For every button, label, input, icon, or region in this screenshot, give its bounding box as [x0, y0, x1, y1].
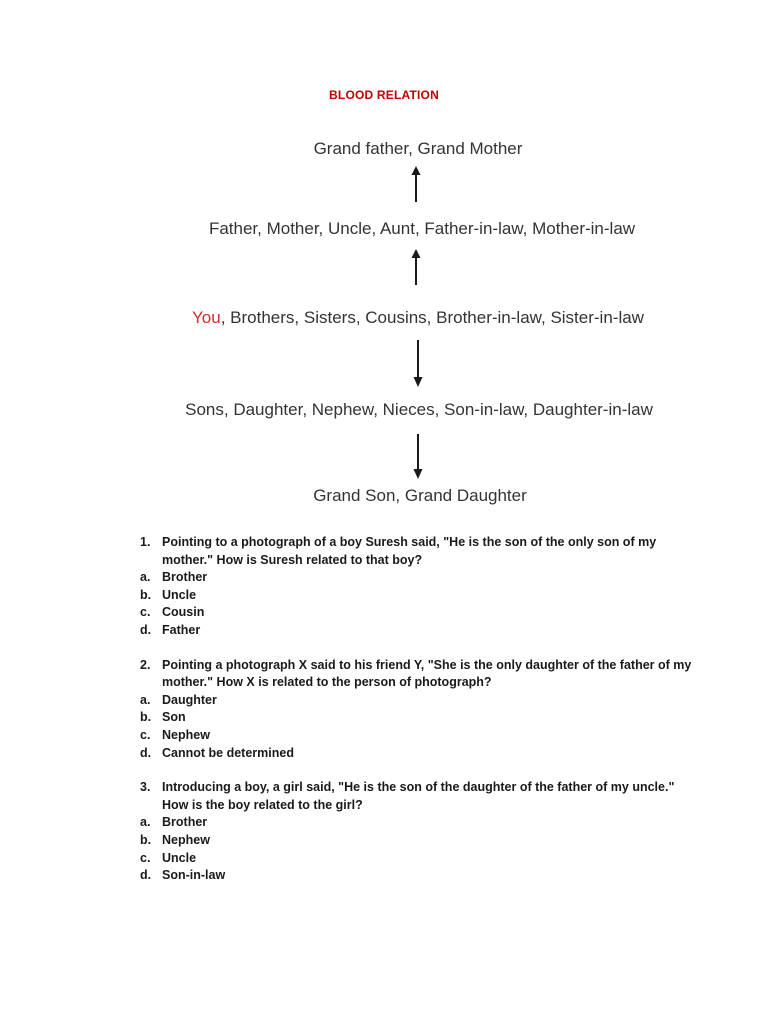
- option-text: Father: [162, 622, 201, 637]
- option-a: [140, 692, 700, 710]
- option-d: [140, 867, 700, 885]
- option-c: [140, 727, 700, 745]
- option-letter: b.: [140, 710, 152, 725]
- option-a: [140, 569, 700, 587]
- question-2: [140, 657, 700, 763]
- option-b: [140, 709, 700, 727]
- option-text: Son-in-law: [162, 868, 226, 883]
- option-d: [140, 622, 700, 640]
- option-c: [140, 850, 700, 868]
- question-text-line: [140, 534, 700, 569]
- you-highlight: You: [192, 308, 221, 327]
- question-text: Pointing a photograph X said to his friend Y, "She is the only daughter of the father of my mother." How X is related to the person of photograph?: [162, 657, 692, 690]
- option-letter: b.: [140, 832, 152, 847]
- option-letter: d.: [140, 868, 152, 883]
- option-text: Uncle: [162, 587, 197, 602]
- generation-label: Sons, Daughter, Nephew, Nieces, Son-in-law, Daughter-in-law: [185, 400, 653, 419]
- option-text: Cannot be determined: [162, 745, 294, 760]
- generation-grandchildren: [0, 486, 768, 506]
- arrow-down-icon: [410, 434, 426, 480]
- option-text: Uncle: [162, 850, 197, 865]
- option-text: Son: [162, 710, 186, 725]
- option-letter: d.: [140, 745, 152, 760]
- option-c: [140, 604, 700, 622]
- option-d: [140, 745, 700, 763]
- option-text: Cousin: [162, 605, 205, 620]
- generation-children: [0, 400, 768, 420]
- generation-label: , Brothers, Sisters, Cousins, Brother-in-law, Sister-in-law: [220, 308, 644, 327]
- question-3: [140, 779, 700, 885]
- arrow-down-icon: [410, 340, 426, 388]
- arrow-up-icon: [408, 166, 424, 204]
- option-a: [140, 814, 700, 832]
- option-letter: a.: [140, 570, 151, 585]
- option-text: Daughter: [162, 692, 217, 707]
- question-list: [140, 534, 700, 902]
- option-letter: c.: [140, 605, 151, 620]
- generation-self: [0, 308, 768, 328]
- option-letter: a.: [140, 815, 151, 830]
- generation-label: Grand father, Grand Mother: [313, 139, 523, 158]
- option-text: Nephew: [162, 727, 210, 742]
- page-title: BLOOD RELATION: [329, 88, 439, 102]
- generation-grandparents: [0, 139, 768, 159]
- option-letter: a.: [140, 692, 151, 707]
- question-text: Pointing to a photograph of a boy Suresh said, "He is the son of the only son of my mother." How is Suresh related to that boy?: [162, 535, 657, 567]
- question-text-line: [140, 779, 700, 814]
- question-1: [140, 534, 700, 640]
- option-letter: c.: [140, 727, 151, 742]
- option-b: [140, 832, 700, 850]
- generation-parents: [0, 219, 768, 239]
- option-text: Brother: [162, 570, 208, 585]
- question-number: 2.: [140, 657, 151, 672]
- question-number: 3.: [140, 780, 151, 795]
- question-text-line: [140, 657, 700, 692]
- option-b: [140, 587, 700, 605]
- generation-label: Father, Mother, Uncle, Aunt, Father-in-law, Mother-in-law: [208, 219, 636, 238]
- option-text: Brother: [162, 815, 208, 830]
- option-letter: c.: [140, 850, 151, 865]
- question-text: Introducing a boy, a girl said, "He is the son of the daughter of the father of my uncle." How is the boy related to the girl?: [162, 780, 675, 812]
- option-letter: d.: [140, 622, 152, 637]
- option-text: Nephew: [162, 832, 210, 847]
- option-letter: b.: [140, 587, 152, 602]
- question-number: 1.: [140, 535, 151, 549]
- generation-label: Grand Son, Grand Daughter: [313, 486, 527, 505]
- arrow-up-icon: [408, 249, 424, 287]
